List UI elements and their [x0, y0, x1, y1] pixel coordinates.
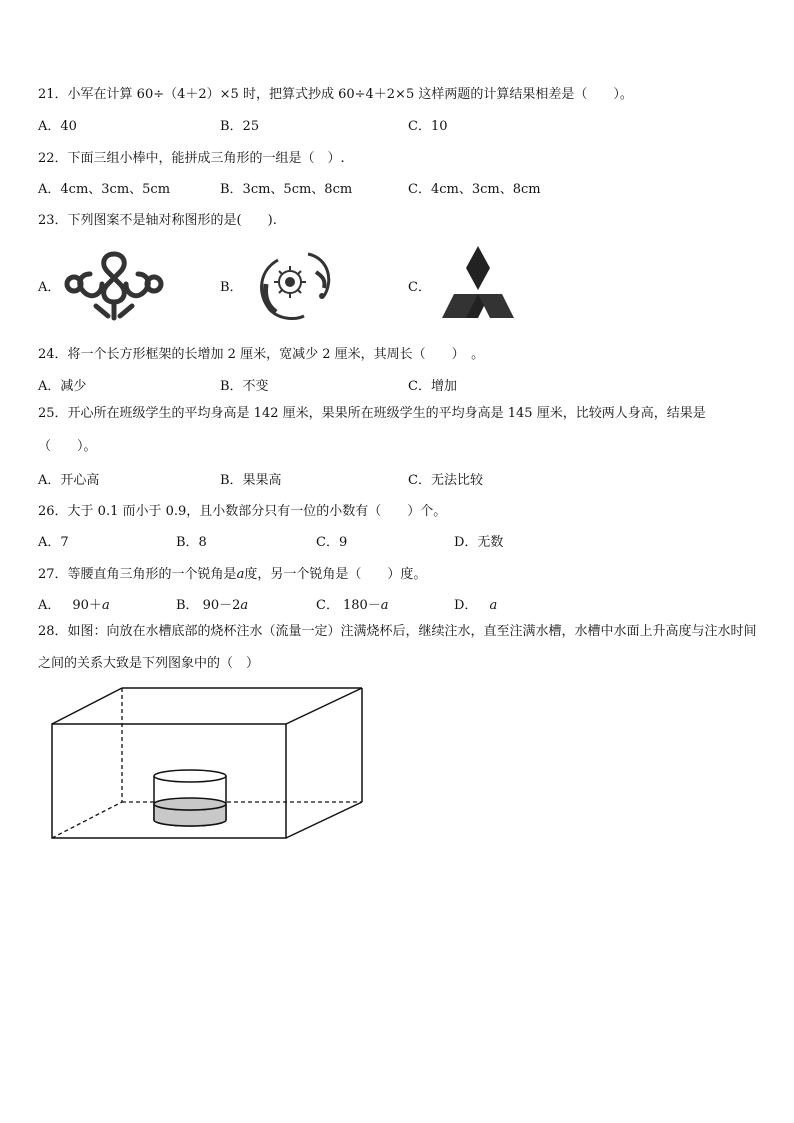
- option-expr: [477, 598, 489, 613]
- question-text: ．大于 0.1 而小于 0.9，且小数部分只有一位的小数有（ ）个。: [54, 504, 447, 519]
- option-b[interactable]: B．: [220, 280, 243, 295]
- option-b[interactable]: B．果果高: [220, 473, 282, 488]
- option-d[interactable]: [454, 594, 497, 613]
- option-prefix: A．: [38, 598, 61, 613]
- variable-a: a: [236, 567, 245, 582]
- option-expr: 90＋: [72, 598, 102, 613]
- option-a[interactable]: A．: [38, 280, 61, 295]
- question-number: 28: [38, 624, 55, 639]
- question-number: 25: [38, 406, 55, 421]
- question-text: ．如图：向放在水槽底部的烧杯注水（流量一定）注满烧杯后，继续注水，直至注满水槽，水槽中水面上升高度与注水时间之间的关系大致是下列图象中的（ ）: [38, 624, 757, 671]
- option-a[interactable]: [38, 594, 110, 613]
- option-var: a: [489, 598, 498, 613]
- dragon-sun-icon[interactable]: [250, 244, 340, 324]
- question-28: [38, 616, 758, 680]
- options-22: [38, 178, 758, 196]
- option-c[interactable]: C．: [408, 280, 431, 295]
- option-var: a: [240, 598, 249, 613]
- beaker-icon: [154, 770, 226, 826]
- option-b[interactable]: B．25: [220, 119, 260, 134]
- question-text: ．下面三组小棒中，能拼成三角形的一组是（ ）.: [54, 151, 345, 166]
- chinese-knot-icon[interactable]: [60, 246, 168, 322]
- question-number: 21: [38, 87, 55, 102]
- option-b[interactable]: B．不变: [220, 379, 269, 394]
- question-25: [38, 397, 758, 463]
- question-number: 26: [38, 504, 55, 519]
- option-var: a: [380, 598, 389, 613]
- option-c[interactable]: C．4cm、3cm、8cm: [408, 182, 541, 197]
- options-24: [38, 375, 758, 393]
- option-c[interactable]: C．增加: [408, 379, 457, 394]
- three-diamonds-icon[interactable]: [440, 242, 516, 324]
- options-26: [38, 531, 758, 549]
- question-26: [38, 500, 446, 519]
- option-expr: 180－: [342, 598, 381, 613]
- option-b[interactable]: B．3cm、5cm、8cm: [220, 182, 353, 197]
- option-b[interactable]: B．8: [176, 535, 207, 550]
- question-text-after: 度，另一个锐角是（ ）度。: [244, 567, 427, 582]
- option-b[interactable]: [176, 594, 248, 613]
- option-c[interactable]: C．9: [316, 535, 348, 550]
- question-21: [38, 83, 633, 102]
- question-23: [38, 209, 277, 228]
- option-var: a: [101, 598, 110, 613]
- question-text-before: ．等腰直角三角形的一个锐角是: [54, 567, 237, 582]
- option-a[interactable]: A．开心高: [38, 473, 100, 488]
- options-25: [38, 469, 758, 487]
- option-a[interactable]: A．减少: [38, 379, 87, 394]
- question-text: ．将一个长方形框架的长增加 2 厘米，宽减少 2 厘米，其周长（ ） 。: [54, 347, 485, 362]
- option-a[interactable]: A．7: [38, 535, 69, 550]
- option-expr: 90－2: [202, 598, 241, 613]
- option-c[interactable]: C．无法比较: [408, 473, 483, 488]
- question-number: 24: [38, 347, 55, 362]
- options-21: [38, 115, 758, 133]
- option-prefix: D．: [454, 598, 478, 613]
- question-text: ．下列图案不是轴对称图形的是( ).: [54, 213, 277, 228]
- question-text: ．小军在计算 60÷（4＋2）×5 时，把算式抄成 60÷4＋2×5 这样两题的计算结果相差是（ ）。: [54, 87, 633, 102]
- water-tank-figure: [48, 684, 368, 844]
- question-number: 22: [38, 151, 55, 166]
- question-22: [38, 147, 345, 166]
- question-text: ．开心所在班级学生的平均身高是 142 厘米，果果所在班级学生的平均身高是 145 厘米，比较两人身高，结果是（ ）。: [38, 406, 706, 454]
- option-a[interactable]: A．4cm、3cm、5cm: [38, 182, 171, 197]
- option-d[interactable]: D．无数: [454, 535, 504, 550]
- question-number: 23: [38, 213, 55, 228]
- option-c[interactable]: [316, 594, 389, 613]
- option-prefix: B．: [176, 598, 199, 613]
- question-24: [38, 343, 484, 362]
- options-27: [38, 594, 758, 612]
- option-a[interactable]: A．40: [38, 119, 77, 134]
- option-c[interactable]: C．10: [408, 119, 448, 134]
- option-prefix: C．: [316, 598, 339, 613]
- question-27: [38, 563, 426, 582]
- question-number: 27: [38, 567, 55, 582]
